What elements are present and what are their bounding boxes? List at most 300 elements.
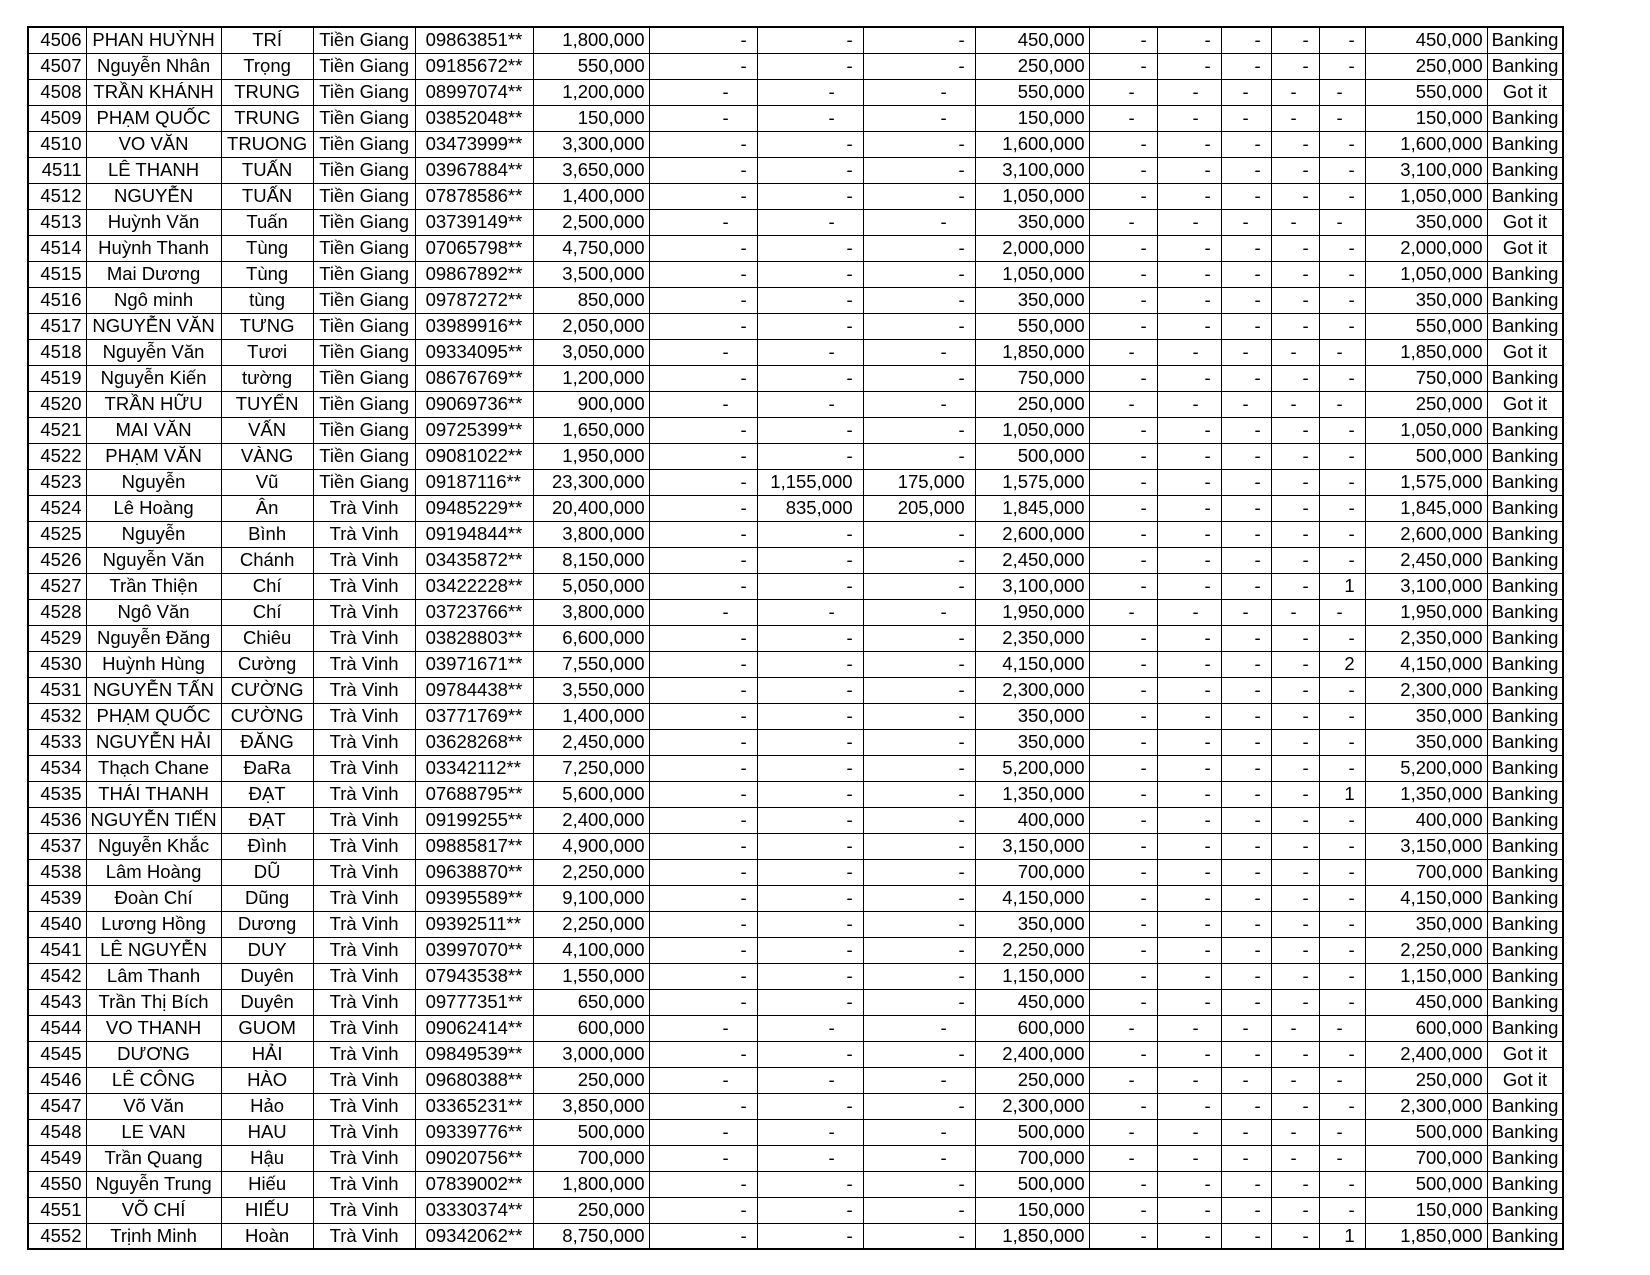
total-cell: 350,000	[1365, 209, 1487, 235]
col-a-cell: -	[649, 157, 757, 183]
flag-3-cell: -	[1221, 235, 1271, 261]
col-b-cell: -	[757, 963, 863, 989]
flag-5-cell: -	[1319, 1145, 1365, 1171]
province-cell: Trà Vinh	[313, 599, 415, 625]
flag-5-cell: -	[1319, 1093, 1365, 1119]
flag-2-cell: -	[1157, 781, 1221, 807]
first-name-cell: Nguyễn Kiến	[86, 365, 221, 391]
paid-cell: 350,000	[975, 209, 1089, 235]
first-name-cell: Trần Quang	[86, 1145, 221, 1171]
flag-3-cell: -	[1221, 833, 1271, 859]
method-cell: Banking	[1487, 261, 1563, 287]
col-b-cell: -	[757, 443, 863, 469]
last-name-cell: Hoàn	[221, 1223, 313, 1249]
flag-5-cell: -	[1319, 963, 1365, 989]
flag-5-cell: -	[1319, 339, 1365, 365]
col-a-cell: -	[649, 1067, 757, 1093]
row-id: 4525	[28, 521, 86, 547]
method-cell: Banking	[1487, 807, 1563, 833]
province-cell: Tiền Giang	[313, 287, 415, 313]
col-a-cell: -	[649, 703, 757, 729]
phone-cell: 09725399**	[415, 417, 533, 443]
total-cell: 2,300,000	[1365, 677, 1487, 703]
flag-1-cell: -	[1089, 1015, 1157, 1041]
flag-1-cell: -	[1089, 261, 1157, 287]
flag-4-cell: -	[1271, 599, 1319, 625]
amount-cell: 650,000	[533, 989, 649, 1015]
col-a-cell: -	[649, 521, 757, 547]
flag-4-cell: -	[1271, 885, 1319, 911]
table-row	[28, 859, 1563, 885]
method-cell: Banking	[1487, 313, 1563, 339]
flag-5-cell: -	[1319, 703, 1365, 729]
col-b-cell: -	[757, 417, 863, 443]
table-row	[28, 469, 1563, 495]
flag-4-cell: -	[1271, 1171, 1319, 1197]
first-name-cell: Nguyễn Nhân	[86, 53, 221, 79]
row-id: 4543	[28, 989, 86, 1015]
first-name-cell: Lương Hồng	[86, 911, 221, 937]
flag-2-cell: -	[1157, 27, 1221, 53]
col-a-cell: -	[649, 833, 757, 859]
table-row	[28, 833, 1563, 859]
flag-4-cell: -	[1271, 677, 1319, 703]
flag-5-cell: -	[1319, 105, 1365, 131]
flag-2-cell: -	[1157, 1119, 1221, 1145]
col-a-cell: -	[649, 391, 757, 417]
paid-cell: 3,100,000	[975, 157, 1089, 183]
col-c-cell: -	[863, 937, 975, 963]
total-cell: 550,000	[1365, 79, 1487, 105]
total-cell: 350,000	[1365, 703, 1487, 729]
flag-4-cell: -	[1271, 105, 1319, 131]
paid-cell: 2,300,000	[975, 1093, 1089, 1119]
flag-4-cell: -	[1271, 573, 1319, 599]
row-id: 4542	[28, 963, 86, 989]
phone-cell: 03739149**	[415, 209, 533, 235]
col-c-cell: -	[863, 287, 975, 313]
total-cell: 250,000	[1365, 53, 1487, 79]
phone-cell: 09020756**	[415, 1145, 533, 1171]
flag-4-cell: -	[1271, 339, 1319, 365]
row-id: 4508	[28, 79, 86, 105]
flag-2-cell: -	[1157, 833, 1221, 859]
phone-cell: 09787272**	[415, 287, 533, 313]
method-cell: Got it	[1487, 339, 1563, 365]
amount-cell: 2,250,000	[533, 859, 649, 885]
row-id: 4532	[28, 703, 86, 729]
table-row	[28, 131, 1563, 157]
col-a-cell: -	[649, 79, 757, 105]
col-c-cell: -	[863, 417, 975, 443]
col-c-cell: -	[863, 625, 975, 651]
flag-3-cell: -	[1221, 443, 1271, 469]
col-a-cell: -	[649, 183, 757, 209]
table-row	[28, 1119, 1563, 1145]
col-b-cell: -	[757, 261, 863, 287]
row-id: 4513	[28, 209, 86, 235]
province-cell: Trà Vinh	[313, 963, 415, 989]
province-cell: Trà Vinh	[313, 1171, 415, 1197]
province-cell: Trà Vinh	[313, 1041, 415, 1067]
col-b-cell: -	[757, 547, 863, 573]
amount-cell: 2,250,000	[533, 911, 649, 937]
phone-cell: 09784438**	[415, 677, 533, 703]
total-cell: 700,000	[1365, 859, 1487, 885]
total-cell: 2,400,000	[1365, 1041, 1487, 1067]
method-cell: Banking	[1487, 781, 1563, 807]
col-b-cell: -	[757, 313, 863, 339]
flag-2-cell: -	[1157, 469, 1221, 495]
amount-cell: 7,550,000	[533, 651, 649, 677]
paid-cell: 2,300,000	[975, 677, 1089, 703]
paid-cell: 550,000	[975, 79, 1089, 105]
paid-cell: 500,000	[975, 1119, 1089, 1145]
province-cell: Trà Vinh	[313, 1145, 415, 1171]
row-id: 4515	[28, 261, 86, 287]
col-b-cell: -	[757, 1223, 863, 1249]
col-a-cell: -	[649, 1015, 757, 1041]
row-id: 4520	[28, 391, 86, 417]
phone-cell: 03365231**	[415, 1093, 533, 1119]
flag-4-cell: -	[1271, 911, 1319, 937]
total-cell: 2,300,000	[1365, 1093, 1487, 1119]
flag-4-cell: -	[1271, 391, 1319, 417]
method-cell: Banking	[1487, 157, 1563, 183]
method-cell: Banking	[1487, 911, 1563, 937]
last-name-cell: HÀO	[221, 1067, 313, 1093]
row-id: 4506	[28, 27, 86, 53]
flag-4-cell: -	[1271, 833, 1319, 859]
last-name-cell: ĐaRa	[221, 755, 313, 781]
flag-4-cell: -	[1271, 1041, 1319, 1067]
row-id: 4545	[28, 1041, 86, 1067]
row-id: 4535	[28, 781, 86, 807]
flag-3-cell: -	[1221, 703, 1271, 729]
col-b-cell: -	[757, 599, 863, 625]
flag-1-cell: -	[1089, 417, 1157, 443]
province-cell: Trà Vinh	[313, 1015, 415, 1041]
first-name-cell: Trần Thiện	[86, 573, 221, 599]
table-row	[28, 755, 1563, 781]
last-name-cell: Vũ	[221, 469, 313, 495]
table-row	[28, 495, 1563, 521]
paid-cell: 1,845,000	[975, 495, 1089, 521]
last-name-cell: Duyên	[221, 989, 313, 1015]
first-name-cell: NGUYỄN TẤN	[86, 677, 221, 703]
first-name-cell: Trần Thị Bích	[86, 989, 221, 1015]
flag-2-cell: -	[1157, 521, 1221, 547]
province-cell: Tiền Giang	[313, 183, 415, 209]
flag-5-cell: -	[1319, 287, 1365, 313]
col-c-cell: -	[863, 1067, 975, 1093]
amount-cell: 5,050,000	[533, 573, 649, 599]
flag-5-cell: -	[1319, 209, 1365, 235]
phone-cell: 07878586**	[415, 183, 533, 209]
flag-2-cell: -	[1157, 1145, 1221, 1171]
amount-cell: 850,000	[533, 287, 649, 313]
paid-cell: 150,000	[975, 105, 1089, 131]
paid-cell: 750,000	[975, 365, 1089, 391]
row-id: 4536	[28, 807, 86, 833]
flag-2-cell: -	[1157, 495, 1221, 521]
col-c-cell: -	[863, 573, 975, 599]
flag-1-cell: -	[1089, 157, 1157, 183]
province-cell: Trà Vinh	[313, 495, 415, 521]
col-c-cell: -	[863, 53, 975, 79]
col-c-cell: -	[863, 261, 975, 287]
flag-3-cell: -	[1221, 1093, 1271, 1119]
col-a-cell: -	[649, 573, 757, 599]
flag-1-cell: -	[1089, 27, 1157, 53]
flag-1-cell: -	[1089, 183, 1157, 209]
method-cell: Banking	[1487, 859, 1563, 885]
paid-cell: 450,000	[975, 989, 1089, 1015]
col-c-cell: -	[863, 27, 975, 53]
phone-cell: 09194844**	[415, 521, 533, 547]
col-c-cell: -	[863, 729, 975, 755]
table-row	[28, 651, 1563, 677]
col-a-cell: -	[649, 807, 757, 833]
table-row	[28, 1145, 1563, 1171]
col-c-cell: -	[863, 833, 975, 859]
phone-cell: 03435872**	[415, 547, 533, 573]
first-name-cell: Võ Văn	[86, 1093, 221, 1119]
method-cell: Banking	[1487, 417, 1563, 443]
province-cell: Trà Vinh	[313, 1197, 415, 1223]
flag-5-cell: 2	[1319, 651, 1365, 677]
paid-cell: 4,150,000	[975, 651, 1089, 677]
col-b-cell: -	[757, 105, 863, 131]
first-name-cell: NGUYỄN	[86, 183, 221, 209]
method-cell: Banking	[1487, 1093, 1563, 1119]
amount-cell: 3,500,000	[533, 261, 649, 287]
col-a-cell: -	[649, 911, 757, 937]
paid-cell: 1,150,000	[975, 963, 1089, 989]
col-a-cell: -	[649, 131, 757, 157]
last-name-cell: Trọng	[221, 53, 313, 79]
row-id: 4539	[28, 885, 86, 911]
flag-2-cell: -	[1157, 79, 1221, 105]
col-a-cell: -	[649, 677, 757, 703]
flag-5-cell: -	[1319, 365, 1365, 391]
province-cell: Trà Vinh	[313, 703, 415, 729]
col-b-cell: -	[757, 365, 863, 391]
first-name-cell: NGUYỄN HẢI	[86, 729, 221, 755]
total-cell: 600,000	[1365, 1015, 1487, 1041]
province-cell: Tiền Giang	[313, 209, 415, 235]
phone-cell: 09395589**	[415, 885, 533, 911]
row-id: 4540	[28, 911, 86, 937]
flag-3-cell: -	[1221, 1067, 1271, 1093]
flag-1-cell: -	[1089, 1145, 1157, 1171]
amount-cell: 3,650,000	[533, 157, 649, 183]
phone-cell: 09187116**	[415, 469, 533, 495]
flag-3-cell: -	[1221, 287, 1271, 313]
table-row	[28, 1067, 1563, 1093]
row-id: 4537	[28, 833, 86, 859]
flag-2-cell: -	[1157, 365, 1221, 391]
col-a-cell: -	[649, 339, 757, 365]
method-cell: Banking	[1487, 573, 1563, 599]
paid-cell: 2,250,000	[975, 937, 1089, 963]
col-c-cell: -	[863, 313, 975, 339]
flag-1-cell: -	[1089, 781, 1157, 807]
row-id: 4551	[28, 1197, 86, 1223]
amount-cell: 9,100,000	[533, 885, 649, 911]
total-cell: 450,000	[1365, 989, 1487, 1015]
total-cell: 2,350,000	[1365, 625, 1487, 651]
paid-cell: 250,000	[975, 53, 1089, 79]
flag-5-cell: -	[1319, 157, 1365, 183]
table-row	[28, 573, 1563, 599]
province-cell: Trà Vinh	[313, 573, 415, 599]
col-b-cell: -	[757, 235, 863, 261]
flag-2-cell: -	[1157, 1015, 1221, 1041]
flag-4-cell: -	[1271, 989, 1319, 1015]
col-c-cell: -	[863, 651, 975, 677]
phone-cell: 08997074**	[415, 79, 533, 105]
flag-2-cell: -	[1157, 53, 1221, 79]
table-row	[28, 911, 1563, 937]
first-name-cell: LÊ THANH	[86, 157, 221, 183]
flag-1-cell: -	[1089, 677, 1157, 703]
col-c-cell: -	[863, 599, 975, 625]
method-cell: Banking	[1487, 1015, 1563, 1041]
phone-cell: 09638870**	[415, 859, 533, 885]
flag-1-cell: -	[1089, 625, 1157, 651]
province-cell: Trà Vinh	[313, 651, 415, 677]
flag-4-cell: -	[1271, 209, 1319, 235]
first-name-cell: Nguyễn Khắc	[86, 833, 221, 859]
row-id: 4519	[28, 365, 86, 391]
flag-4-cell: -	[1271, 495, 1319, 521]
col-b-cell: -	[757, 27, 863, 53]
method-cell: Banking	[1487, 469, 1563, 495]
flag-2-cell: -	[1157, 287, 1221, 313]
flag-2-cell: -	[1157, 729, 1221, 755]
last-name-cell: Hậu	[221, 1145, 313, 1171]
amount-cell: 3,800,000	[533, 521, 649, 547]
row-id: 4541	[28, 937, 86, 963]
flag-4-cell: -	[1271, 755, 1319, 781]
total-cell: 1,845,000	[1365, 495, 1487, 521]
flag-4-cell: -	[1271, 703, 1319, 729]
row-id: 4517	[28, 313, 86, 339]
total-cell: 1,600,000	[1365, 131, 1487, 157]
col-a-cell: -	[649, 365, 757, 391]
col-b-cell: -	[757, 391, 863, 417]
method-cell: Banking	[1487, 547, 1563, 573]
col-a-cell: -	[649, 937, 757, 963]
total-cell: 350,000	[1365, 287, 1487, 313]
total-cell: 2,000,000	[1365, 235, 1487, 261]
phone-cell: 09339776**	[415, 1119, 533, 1145]
flag-3-cell: -	[1221, 599, 1271, 625]
flag-1-cell: -	[1089, 79, 1157, 105]
total-cell: 150,000	[1365, 105, 1487, 131]
amount-cell: 250,000	[533, 1197, 649, 1223]
last-name-cell: HIẾU	[221, 1197, 313, 1223]
flag-1-cell: -	[1089, 313, 1157, 339]
last-name-cell: TRUONG	[221, 131, 313, 157]
col-b-cell: -	[757, 989, 863, 1015]
data-table	[27, 26, 1564, 1250]
last-name-cell: TUẤN	[221, 157, 313, 183]
flag-5-cell: 1	[1319, 1223, 1365, 1249]
first-name-cell: Mai Dương	[86, 261, 221, 287]
col-c-cell: -	[863, 521, 975, 547]
flag-5-cell: -	[1319, 235, 1365, 261]
phone-cell: 09863851**	[415, 27, 533, 53]
flag-3-cell: -	[1221, 911, 1271, 937]
row-id: 4538	[28, 859, 86, 885]
flag-5-cell: -	[1319, 1015, 1365, 1041]
col-b-cell: -	[757, 885, 863, 911]
col-b-cell: -	[757, 781, 863, 807]
col-c-cell: -	[863, 443, 975, 469]
flag-2-cell: -	[1157, 547, 1221, 573]
table-row	[28, 937, 1563, 963]
phone-cell: 09849539**	[415, 1041, 533, 1067]
flag-1-cell: -	[1089, 833, 1157, 859]
first-name-cell: NGUYỄN TIẾN	[86, 807, 221, 833]
amount-cell: 1,650,000	[533, 417, 649, 443]
table-row	[28, 79, 1563, 105]
method-cell: Got it	[1487, 391, 1563, 417]
col-c-cell: -	[863, 703, 975, 729]
row-id: 4516	[28, 287, 86, 313]
col-a-cell: -	[649, 1223, 757, 1249]
first-name-cell: Nguyễn	[86, 521, 221, 547]
col-c-cell: -	[863, 963, 975, 989]
province-cell: Trà Vinh	[313, 807, 415, 833]
phone-cell: 09485229**	[415, 495, 533, 521]
method-cell: Banking	[1487, 885, 1563, 911]
amount-cell: 3,800,000	[533, 599, 649, 625]
phone-cell: 09777351**	[415, 989, 533, 1015]
first-name-cell: LÊ CÔNG	[86, 1067, 221, 1093]
flag-1-cell: -	[1089, 495, 1157, 521]
flag-3-cell: -	[1221, 1145, 1271, 1171]
table-row	[28, 209, 1563, 235]
method-cell: Banking	[1487, 755, 1563, 781]
col-b-cell: -	[757, 131, 863, 157]
last-name-cell: Dũng	[221, 885, 313, 911]
first-name-cell: PHAN HUỲNH	[86, 27, 221, 53]
col-b-cell: -	[757, 521, 863, 547]
col-b-cell: -	[757, 79, 863, 105]
row-id: 4549	[28, 1145, 86, 1171]
method-cell: Banking	[1487, 131, 1563, 157]
flag-4-cell: -	[1271, 261, 1319, 287]
total-cell: 5,200,000	[1365, 755, 1487, 781]
last-name-cell: Bình	[221, 521, 313, 547]
province-cell: Tiền Giang	[313, 261, 415, 287]
col-a-cell: -	[649, 885, 757, 911]
flag-2-cell: -	[1157, 807, 1221, 833]
province-cell: Trà Vinh	[313, 729, 415, 755]
row-id: 4514	[28, 235, 86, 261]
flag-1-cell: -	[1089, 365, 1157, 391]
col-c-cell: -	[863, 157, 975, 183]
last-name-cell: HAU	[221, 1119, 313, 1145]
province-cell: Trà Vinh	[313, 885, 415, 911]
total-cell: 250,000	[1365, 1067, 1487, 1093]
amount-cell: 6,600,000	[533, 625, 649, 651]
first-name-cell: NGUYỄN VĂN	[86, 313, 221, 339]
flag-1-cell: -	[1089, 755, 1157, 781]
